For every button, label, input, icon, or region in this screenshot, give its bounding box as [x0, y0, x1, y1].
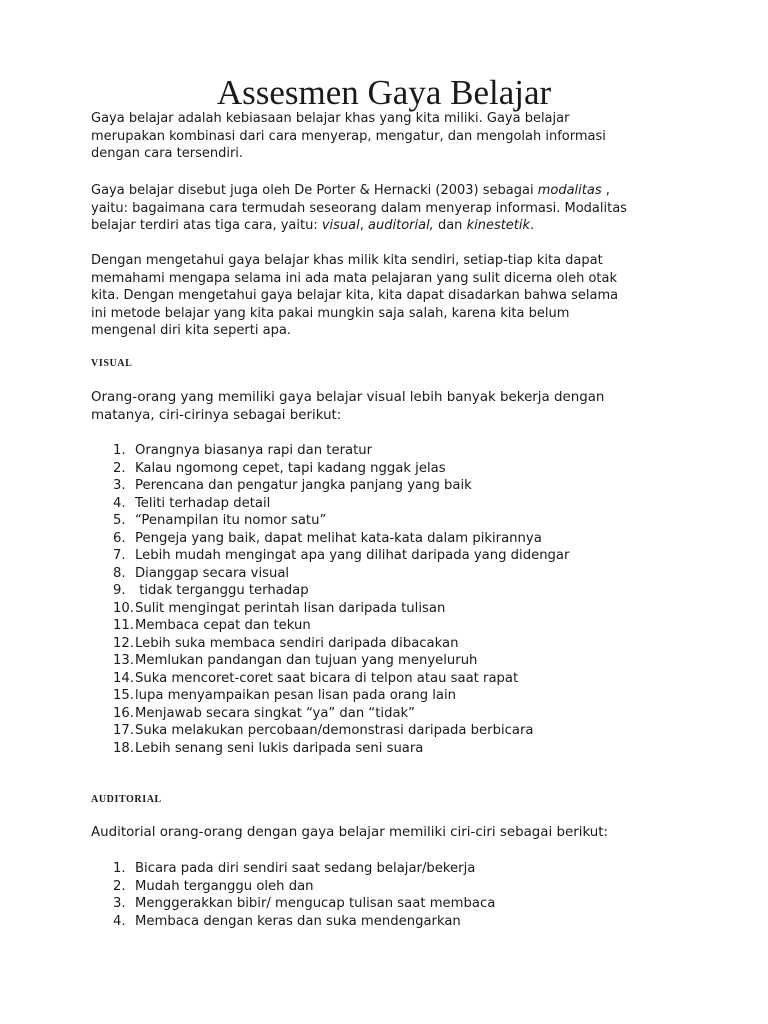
paragraph-line	[91, 182, 691, 200]
list-number: 3.	[113, 896, 126, 911]
list-number: 17.	[113, 723, 134, 738]
paragraph-line: Auditorial orang-orang dengan gaya belajar memiliki ciri-ciri sebagai berikut:	[91, 825, 609, 840]
list-item	[91, 582, 691, 600]
list-number: 12.	[113, 635, 134, 651]
list-number: 11.	[113, 618, 134, 633]
italic-term-kinestetik: kinestetik	[466, 218, 531, 234]
auditorial-list	[91, 860, 691, 930]
paragraph-line: dengan cara tersendiri.	[91, 146, 244, 162]
list-number: 8.	[113, 565, 126, 581]
list-item	[91, 477, 691, 495]
list-text: Sulit mengingat perintah lisan daripada tulisan	[135, 600, 446, 616]
list-text: Dianggap secara visual	[135, 565, 290, 581]
list-item	[91, 617, 691, 635]
visual-list	[91, 442, 691, 757]
italic-term-auditorial: auditorial,	[368, 218, 434, 234]
text-run: dan	[433, 218, 467, 234]
list-text: Mudah terganggu oleh dan	[135, 878, 314, 894]
list-number: 10.	[113, 600, 134, 616]
list-text: Suka mencoret-coret saat bicara di telpon atau saat rapat	[135, 670, 519, 686]
italic-term-modalitas: modalitas	[537, 183, 602, 198]
text-run: ,	[601, 183, 610, 198]
paragraph-line: yaitu: bagaimana cara termudah seseorang dalam menyerap informasi. Modalitas	[91, 200, 627, 216]
list-item	[91, 547, 691, 565]
list-text: Pengeja yang baik, dapat melihat kata-kata dalam pikirannya	[135, 530, 542, 546]
list-item	[91, 442, 691, 460]
list-text: Lebih mudah mengingat apa yang dilihat daripada yang didengar	[135, 548, 570, 563]
list-item	[91, 740, 691, 758]
list-text: tidak terganggu terhadap	[135, 583, 309, 598]
list-text: Suka melakukan percobaan/demonstrasi daripada berbicara	[135, 723, 534, 738]
list-number: 2.	[113, 878, 126, 894]
list-item	[91, 565, 691, 583]
paragraph-line: merupakan kombinasi dari cara menyerap, mengatur, dan mengolah informasi	[91, 128, 606, 144]
list-text: Menggerakkan bibir/ mengucap tulisan saat membaca	[135, 896, 496, 911]
paragraph-line: Orang-orang yang memiliki gaya belajar visual lebih banyak bekerja dengan	[91, 390, 605, 405]
paragraph-line: matanya, ciri-cirinya sebagai berikut:	[91, 407, 342, 423]
auditorial-heading: AUDITORIAL	[91, 794, 162, 805]
paragraph-line: mengenal diri kita seperti apa.	[91, 323, 291, 339]
list-number: 7.	[113, 548, 126, 563]
list-item	[91, 895, 691, 913]
list-number: 13.	[113, 653, 134, 668]
text-run: Gaya belajar disebut juga oleh De Porter & Hernacki (2003) sebagai	[91, 183, 538, 198]
list-item	[91, 878, 691, 896]
list-number: 4.	[113, 495, 126, 511]
paragraph-line: memahami mengapa selama ini ada mata pelajaran yang sulit dicerna oleh otak	[91, 270, 618, 286]
paragraph-line: Gaya belajar adalah kebiasaan belajar khas yang kita miliki. Gaya belajar	[91, 111, 570, 126]
list-text: Membaca cepat dan tekun	[135, 618, 311, 633]
text-run: .	[530, 218, 535, 234]
intro-paragraph-2	[91, 182, 691, 235]
list-text: Kalau ngomong cepet, tapi kadang nggak jelas	[135, 460, 446, 476]
paragraph-line: kita. Dengan mengetahui gaya belajar kita, kita dapat disadarkan bahwa selama	[91, 288, 619, 304]
list-item	[91, 600, 691, 618]
list-item	[91, 460, 691, 478]
italic-term-visual: visual	[321, 218, 360, 234]
paragraph-line: ini metode belajar yang kita pakai mungkin saja salah, karena kita belum	[91, 305, 570, 321]
list-number: 1.	[113, 861, 126, 876]
list-text: Memlukan pandangan dan tujuan yang menyeluruh	[135, 653, 478, 668]
list-item	[91, 652, 691, 670]
document-title: Assesmen Gaya Belajar	[216, 73, 552, 112]
list-text: Perencana dan pengatur jangka panjang yang baik	[135, 478, 472, 493]
list-text: Membaca dengan keras dan suka mendengarkan	[135, 913, 461, 929]
visual-intro	[91, 389, 691, 424]
list-number: 18.	[113, 740, 134, 756]
visual-heading: VISUAL	[91, 358, 133, 369]
intro-paragraph-1	[91, 110, 691, 163]
list-item	[91, 705, 691, 723]
list-item	[91, 913, 691, 931]
auditorial-intro	[91, 824, 691, 842]
list-number: 6.	[113, 530, 126, 546]
list-number: 14.	[113, 670, 134, 686]
list-text: “Penampilan itu nomor satu”	[135, 513, 327, 528]
list-number: 3.	[113, 478, 126, 493]
paragraph-line: Dengan mengetahui gaya belajar khas milik kita sendiri, setiap-tiap kita dapat	[91, 253, 603, 268]
list-text: Lebih senang seni lukis daripada seni suara	[135, 740, 424, 756]
list-text: Bicara pada diri sendiri saat sedang belajar/bekerja	[135, 861, 476, 876]
list-item	[91, 495, 691, 513]
list-number: 4.	[113, 913, 126, 929]
list-number: 15.	[113, 688, 134, 703]
list-text: lupa menyampaikan pesan lisan pada orang lain	[135, 688, 457, 703]
list-item	[91, 670, 691, 688]
list-item	[91, 860, 691, 878]
list-text: Orangnya biasanya rapi dan teratur	[135, 443, 373, 458]
list-item	[91, 722, 691, 740]
list-number: 2.	[113, 460, 126, 476]
list-text: Teliti terhadap detail	[135, 495, 271, 511]
list-item	[91, 687, 691, 705]
list-item	[91, 635, 691, 653]
list-number: 1.	[113, 443, 126, 458]
list-number: 16.	[113, 705, 134, 721]
text-run: ,	[359, 218, 369, 234]
text-run: belajar terdiri atas tiga cara, yaitu:	[91, 218, 322, 234]
list-item	[91, 530, 691, 548]
list-item	[91, 512, 691, 530]
paragraph-line	[91, 217, 691, 235]
list-number: 9.	[113, 583, 126, 598]
list-text: Menjawab secara singkat “ya” dan “tidak”	[135, 705, 416, 721]
list-number: 5.	[113, 513, 126, 528]
list-text: Lebih suka membaca sendiri daripada dibacakan	[135, 635, 459, 651]
intro-paragraph-3	[91, 252, 691, 340]
